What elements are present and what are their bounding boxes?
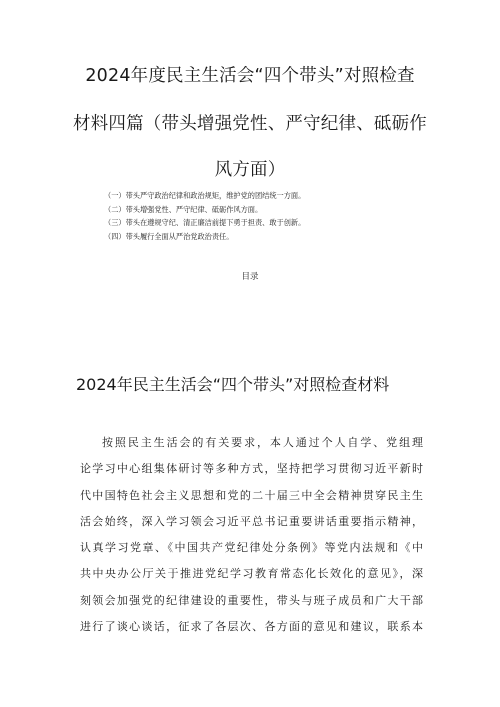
toc-heading: 目录 bbox=[241, 272, 259, 282]
section-title: 2024年民主生活会“四个带头”对照检查材料 bbox=[76, 375, 390, 394]
body-paragraph bbox=[80, 430, 423, 640]
body-line-1: 按照民主生活会的有关要求，本人通过个人自学、党组理 bbox=[102, 436, 423, 449]
body-line-3: 代中国特色社会主义思想和党的二十届三中全会精神贯穿民主生 bbox=[80, 488, 423, 502]
toc-item-3: （三）带头在遵规守纪、清正廉洁前提下勇于担责、敢于创新。 bbox=[104, 218, 306, 227]
body-line-8: 进行了谈心谈话，征求了各层次、各方面的意见和建议，联系本 bbox=[80, 620, 423, 634]
body-line-7: 刻领会加强党的纪律建设的重要性，带头与班子成员和广大干部 bbox=[80, 593, 423, 607]
body-line-6: 共中央办公厅关于推进党纪学习教育常态化长效化的意见》，深 bbox=[80, 567, 423, 581]
toc-item-1: （一）带头严守政治纪律和政治规矩，维护党的团结统一方面。 bbox=[104, 191, 306, 200]
toc-item-4: （四）带头履行全面从严治党政治责任。 bbox=[104, 231, 234, 241]
body-line-5: 认真学习党章、《中国共产党纪律处分条例》等党内法规和《中 bbox=[80, 541, 423, 555]
document-title-line-1: 2024年度民主生活会“四个带头”对照检查 bbox=[85, 66, 415, 86]
table-of-contents bbox=[104, 189, 305, 243]
body-line-2: 论学习中心组集体研讨等多种方式，坚持把学习贯彻习近平新时 bbox=[80, 462, 423, 476]
document-title-line-2: 材料四篇（带头增强党性、严守纪律、砥砺作 bbox=[73, 114, 427, 134]
toc-item-2: （二）带头增强党性、严守纪律、砥砺作风方面。 bbox=[104, 204, 263, 214]
body-line-4: 活会始终，深入学习领会习近平总书记重要讲话重要指示精神， bbox=[80, 514, 423, 528]
document-title-line-3: 风方面） bbox=[214, 160, 286, 180]
